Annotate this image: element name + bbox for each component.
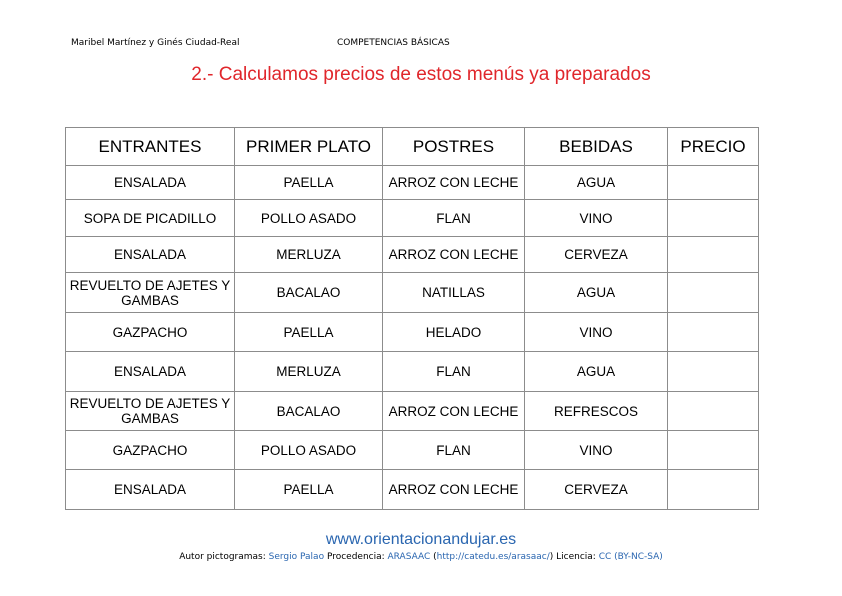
header-primer-plato: PRIMER PLATO xyxy=(235,128,383,166)
header-bebidas: BEBIDAS xyxy=(525,128,668,166)
table-row xyxy=(66,470,759,510)
cell-entrante: ENSALADA xyxy=(66,166,235,200)
cell-precio[interactable] xyxy=(668,313,759,352)
cell-bebida: AGUA xyxy=(525,166,668,200)
table-row xyxy=(66,431,759,470)
cell-primer-plato: PAELLA xyxy=(235,470,383,510)
cell-entrante: GAZPACHO xyxy=(66,431,235,470)
credits-source-link[interactable]: ARASAAC xyxy=(387,552,431,562)
table-row xyxy=(66,352,759,392)
credits-author-label: Autor pictogramas: xyxy=(179,552,269,562)
cell-bebida: VINO xyxy=(525,431,668,470)
cell-precio[interactable] xyxy=(668,352,759,392)
cell-postre: FLAN xyxy=(383,200,525,237)
cell-entrante: ENSALADA xyxy=(66,237,235,273)
cell-entrante: ENSALADA xyxy=(66,470,235,510)
cell-entrante: REVUELTO DE AJETES Y GAMBAS xyxy=(66,273,235,313)
footer-website-link[interactable]: www.orientacionandujar.es xyxy=(325,531,517,548)
cell-precio[interactable] xyxy=(668,392,759,431)
cell-entrante: GAZPACHO xyxy=(66,313,235,352)
credits-source-url-link[interactable]: http://catedu.es/arasaac/ xyxy=(436,552,550,562)
credits-source-open: ( xyxy=(430,552,437,562)
table-row xyxy=(66,313,759,352)
cell-postre: ARROZ CON LECHE xyxy=(383,470,525,510)
cell-bebida: VINO xyxy=(525,313,668,352)
cell-entrante: REVUELTO DE AJETES Y GAMBAS xyxy=(66,392,235,431)
cell-postre: ARROZ CON LECHE xyxy=(383,237,525,273)
table-row xyxy=(66,166,759,200)
cell-primer-plato: PAELLA xyxy=(235,166,383,200)
cell-bebida: REFRESCOS xyxy=(525,392,668,431)
cell-bebida: VINO xyxy=(525,200,668,237)
menus-table xyxy=(65,127,759,510)
cell-precio[interactable] xyxy=(668,273,759,313)
cell-primer-plato: BACALAO xyxy=(235,392,383,431)
cell-primer-plato: MERLUZA xyxy=(235,352,383,392)
cell-postre: ARROZ CON LECHE xyxy=(383,166,525,200)
cell-primer-plato: PAELLA xyxy=(235,313,383,352)
header-topic: COMPETENCIAS BÁSICAS xyxy=(337,38,450,48)
credits-source-close: ) xyxy=(549,552,554,562)
page-title: 2.- Calculamos precios de estos menús ya preparados xyxy=(191,64,651,85)
cell-precio[interactable] xyxy=(668,237,759,273)
credits-author-link[interactable]: Sergio Palao xyxy=(268,552,325,562)
cell-bebida: AGUA xyxy=(525,352,668,392)
cell-postre: FLAN xyxy=(383,352,525,392)
credits-license-link[interactable]: CC (BY-NC-SA) xyxy=(598,552,663,562)
cell-precio[interactable] xyxy=(668,431,759,470)
table-row xyxy=(66,273,759,313)
cell-precio[interactable] xyxy=(668,470,759,510)
cell-precio[interactable] xyxy=(668,166,759,200)
table-row xyxy=(66,200,759,237)
header-entrantes: ENTRANTES xyxy=(66,128,235,166)
cell-postre: NATILLAS xyxy=(383,273,525,313)
footer-credits xyxy=(0,552,842,562)
cell-primer-plato: POLLO ASADO xyxy=(235,200,383,237)
cell-primer-plato: MERLUZA xyxy=(235,237,383,273)
credits-license-label: Licencia: xyxy=(553,552,599,562)
cell-primer-plato: BACALAO xyxy=(235,273,383,313)
cell-entrante: SOPA DE PICADILLO xyxy=(66,200,235,237)
credits-source-label: Procedencia: xyxy=(324,552,388,562)
cell-precio[interactable] xyxy=(668,200,759,237)
cell-postre: ARROZ CON LECHE xyxy=(383,392,525,431)
cell-bebida: CERVEZA xyxy=(525,237,668,273)
cell-bebida: AGUA xyxy=(525,273,668,313)
cell-entrante: ENSALADA xyxy=(66,352,235,392)
header-precio: PRECIO xyxy=(668,128,759,166)
header-postres: POSTRES xyxy=(383,128,525,166)
cell-postre: HELADO xyxy=(383,313,525,352)
cell-bebida: CERVEZA xyxy=(525,470,668,510)
table-row xyxy=(66,237,759,273)
cell-primer-plato: POLLO ASADO xyxy=(235,431,383,470)
table-header-row xyxy=(66,128,759,166)
table-row xyxy=(66,392,759,431)
header-author: Maribel Martínez y Ginés Ciudad-Real xyxy=(71,38,240,48)
cell-postre: FLAN xyxy=(383,431,525,470)
